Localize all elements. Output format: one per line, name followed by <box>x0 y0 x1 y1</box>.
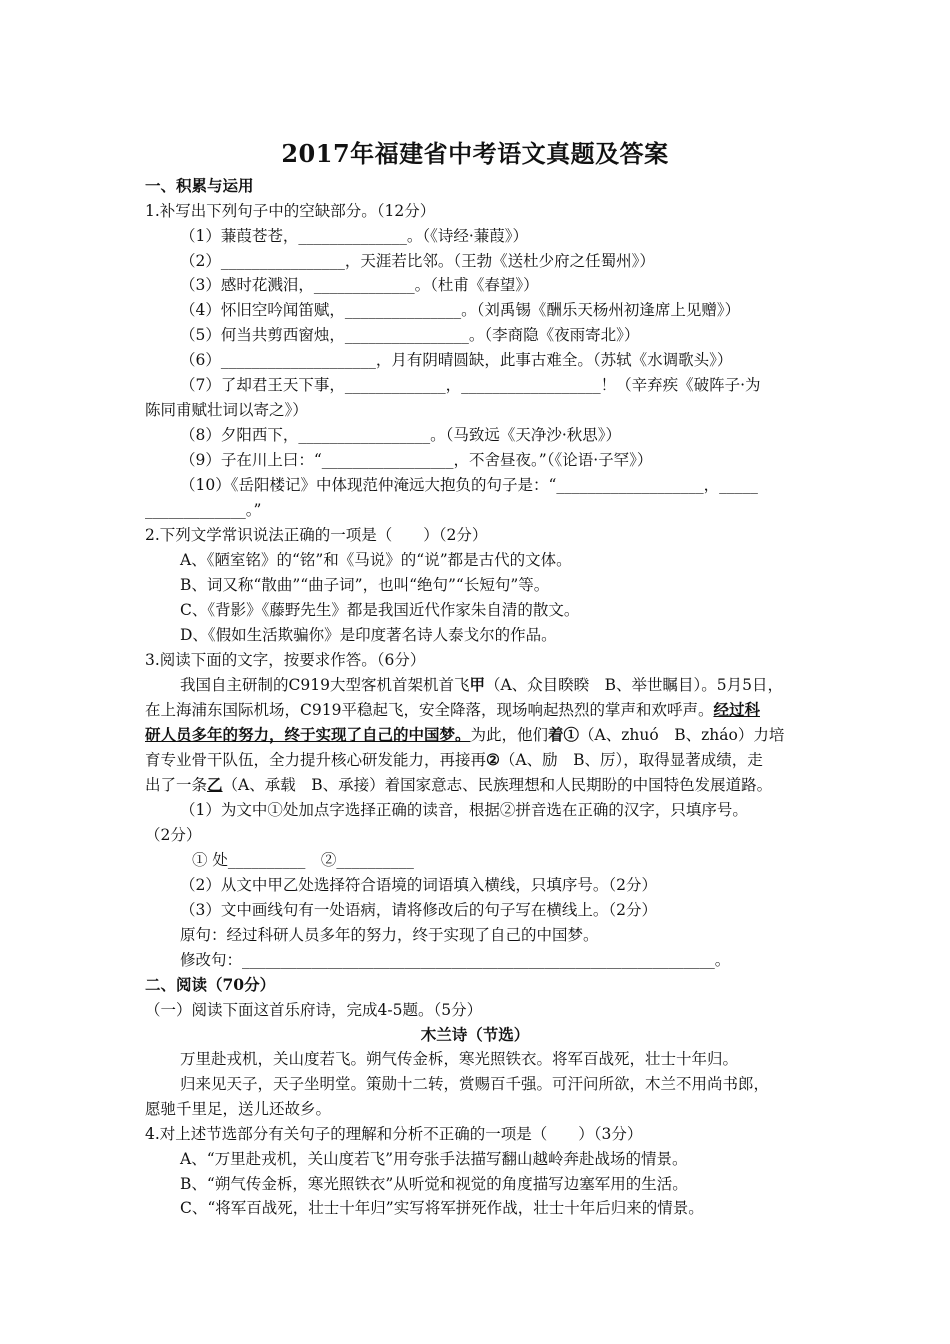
q3-answer-blanks: ① 处__________ ②__________ <box>192 851 414 869</box>
q3-sub-question: （1）为文中①处加点字选择正确的读音，根据②拼音选在正确的汉字，只填序号。 <box>180 801 748 819</box>
poem-title: 木兰诗（节选） <box>420 1025 530 1044</box>
q2-option: B、词又称“散曲”“曲子词”，也叫“绝句”“长短句”等。 <box>180 576 550 594</box>
poem-line: 归来见天子，天子坐明堂。策勋十二转，赏赐百千强。可汗问所欲，木兰不用尚书郎， <box>180 1075 770 1093</box>
poem-line: 万里赴戎机，关山度若飞。朔气传金柝，寒光照铁衣。将军百战死，壮士十年归。 <box>180 1050 739 1068</box>
passage-text: 出了一条 <box>145 776 208 794</box>
passage-text: （A、zhuó B、zháo）力培 <box>579 726 785 744</box>
q1-item: （4）怀旧空吟闻笛赋，_______________。（刘禹锡《酬乐天杨州初逢席上见赠》） <box>180 301 741 319</box>
q4-option: B、“朔气传金柝，寒光照铁衣”从听觉和视觉的角度描写边塞军用的生活。 <box>180 1175 688 1193</box>
q3-passage-line <box>145 774 772 796</box>
q1-item: （6）____________________，月有阴晴圆缺，此事古难全。（苏轼《水调歌头》） <box>180 351 733 369</box>
q1-item: （9）子在川上曰：“_________________，不舍昼夜。”（《论语·子罕》） <box>180 451 653 469</box>
poem-line: 愿驰千里足，送儿还故乡。 <box>145 1100 332 1118</box>
q2-stem: 2.下列文学常识说法正确的一项是（ ）（2分） <box>145 526 488 544</box>
q4-stem: 4.对上述节选部分有关句子的理解和分析不正确的一项是（ ）（3分） <box>145 1125 643 1143</box>
section-1-heading: 一、积累与运用 <box>145 176 254 195</box>
blank-marker-jia: 甲 <box>469 675 485 694</box>
section-2-heading: 二、阅读（70分） <box>145 975 276 994</box>
marker-1: 着① <box>548 725 580 744</box>
q1-stem: 1.补写出下列句子中的空缺部分。（12分） <box>145 202 436 220</box>
passage-text: （A、承载 B、承接）着国家意志、民族理想和人民期盼的中国特色发展道路。 <box>222 776 773 794</box>
q2-option: D、《假如生活欺骗你》是印度著名诗人泰戈尔的作品。 <box>180 626 557 644</box>
passage-text: （A、励 B、厉），取得显著成绩，走 <box>499 751 763 769</box>
q3-sub-question: （2）从文中甲乙处选择符合语境的词语填入横线，只填序号。（2分） <box>180 876 657 894</box>
q1-item-continued: 陈同甫赋壮词以寄之》） <box>145 401 308 419</box>
page-title: 2017年福建省中考语文真题及答案 <box>281 139 669 168</box>
reading-part-1: （一）阅读下面这首乐府诗，完成4-5题。（5分） <box>145 1001 483 1019</box>
q3-passage-line <box>180 674 783 696</box>
blank-marker-yi: 乙 <box>207 775 223 794</box>
q3-revised-sentence: 修改句：_____________________________________________________________。 <box>180 951 731 969</box>
q2-option: C、《背影》《藤野先生》都是我国近代作家朱自清的散文。 <box>180 601 580 619</box>
marker-2: ② <box>486 750 500 769</box>
q3-sub-score: （2分） <box>145 826 202 844</box>
q3-passage-line <box>145 724 784 746</box>
passage-text: 育专业骨干队伍，全力提升核心研发能力，再接再 <box>145 751 487 769</box>
q3-sub-question: （3）文中画线句有一处语病，请将修改后的句子写在横线上。（2分） <box>180 901 657 919</box>
q1-item: （3）感时花溅泪，_____________。（杜甫《春望》） <box>180 276 539 294</box>
passage-text: 在上海浦东国际机场，C919平稳起飞，安全降落，现场响起热烈的掌声和欢呼声。 <box>145 701 714 719</box>
passage-text: （A、众目睽睽 B、举世瞩目）。5月5日， <box>484 676 784 694</box>
q1-item: （10）《岳阳楼记》中体现范仲淹远大抱负的句子是：“___________________，_____ <box>180 476 758 494</box>
q1-item: （8）夕阳西下，_________________。（马致远《天净沙·秋思》） <box>180 426 622 444</box>
q2-option: A、《陋室铭》的“铭”和《马说》的“说”都是古代的文体。 <box>180 551 572 569</box>
q3-stem: 3.阅读下面的文字，按要求作答。（6分） <box>145 651 426 669</box>
q4-option: A、“万里赴戎机，关山度若飞”用夸张手法描写翻山越岭奔赴战场的情景。 <box>180 1150 688 1168</box>
underlined-sentence: 研人员多年的努力，终于实现了自己的中国梦。 <box>145 725 471 744</box>
passage-text: 为此，他们 <box>470 726 549 744</box>
q3-passage-line <box>145 749 763 771</box>
q1-item: （5）何当共剪西窗烛，________________。（李商隐《夜雨寄北》） <box>180 326 640 344</box>
q4-option: C、“将军百战死，壮士十年归”实写将军拼死作战，壮士十年后归来的情景。 <box>180 1199 704 1217</box>
q3-original-sentence: 原句：经过科研人员多年的努力，终于实现了自己的中国梦。 <box>180 926 599 944</box>
passage-text: 我国自主研制的C919大型客机首架机首飞 <box>180 676 470 694</box>
q3-passage-line <box>145 699 760 721</box>
q1-item: （1）蒹葭苍苍，______________。（《诗经·蒹葭》） <box>180 227 529 245</box>
q1-item-continued: _____________。” <box>145 501 262 519</box>
underlined-sentence: 经过科 <box>713 700 760 719</box>
q1-item: （7）了却君王天下事，_____________，__________________！（辛弃疾《破阵子·为 <box>180 376 761 394</box>
q1-item: （2）________________，天涯若比邻。（王勃《送杜少府之任蜀州》） <box>180 252 655 270</box>
